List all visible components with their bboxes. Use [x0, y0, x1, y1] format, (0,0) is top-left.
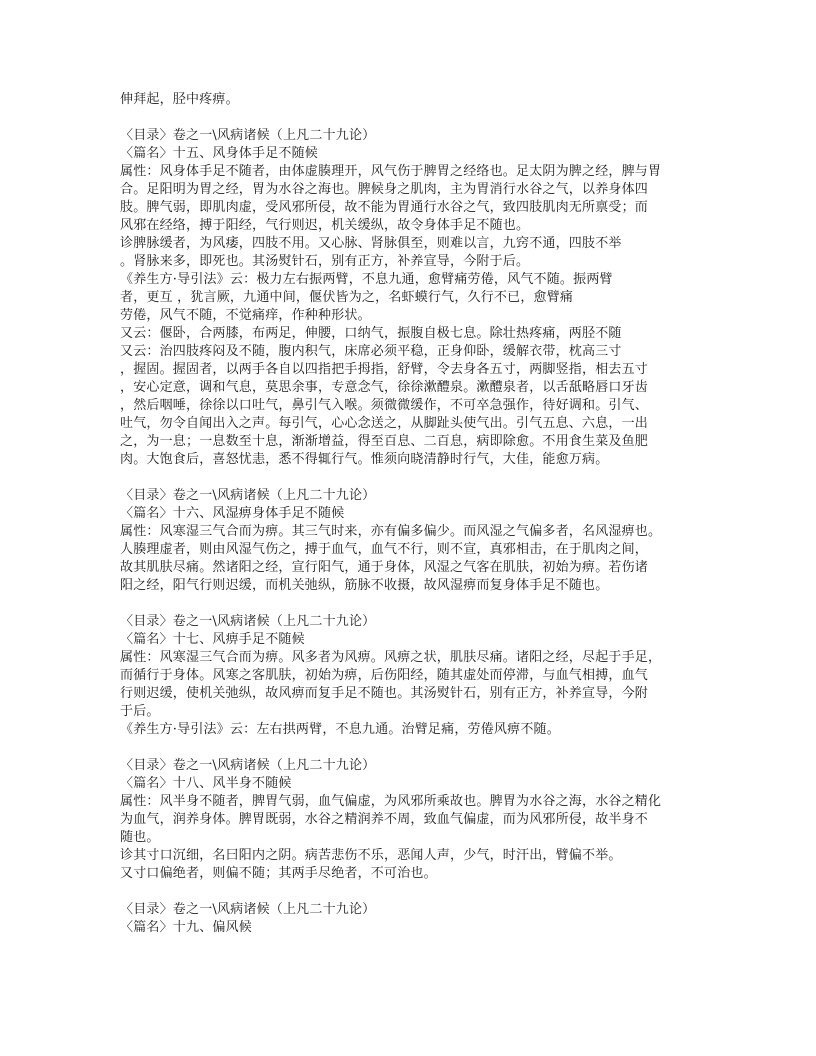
section-continuation [120, 91, 696, 109]
catalog-line: 〈目录〉卷之一\风病诸候（上凡二十九论） [120, 902, 376, 917]
text-line: 人腠理虚者，则由风湿气伤之，搏于血气，血气不行，则不宣，真邪相击，在于肌肉之间， [120, 542, 649, 557]
text-line: 属性：风寒湿三气合而为痹。其三气时来，亦有偏多偏少。而风湿之气偏多者，名风湿痹也。 [120, 524, 662, 539]
text-line: 故其肌肤尽痛。然诸阳之经，宣行阳气，通于身体，风湿之气客在肌肤，初始为痹。若伤诸 [120, 560, 649, 575]
chapter-title: 〈篇名〉十七、风痹手足不随候 [120, 632, 305, 647]
section-18 [120, 757, 696, 883]
text-line: 吐气，勿令自闻出入之声。每引气，心心念送之，从脚趾头使气出。引气五息、六息，一出 [120, 416, 649, 431]
text-line: 属性：风身体手足不随者，由体虚腠理开，风气伤于脾胃之经络也。足太阴为脾之经，脾与胃 [120, 164, 662, 179]
section-16 [120, 487, 696, 595]
text-line: 诊其寸口沉细，名曰阳内之阴。病苦悲伤不乐，恶闻人声，少气，时汗出，臂偏不举。 [120, 848, 622, 863]
text-line: 又寸口偏绝者，则偏不随；其两手尽绝者，不可治也。 [120, 866, 437, 881]
paragraph-gap [120, 595, 696, 613]
text-line: 随也。 [120, 830, 160, 845]
text-line: 又云：偃卧，合两膝，布两足，伸腰，口纳气，振腹自极七息。除壮热疼痛，两胫不随 [120, 326, 622, 341]
catalog-line: 〈目录〉卷之一\风病诸候（上凡二十九论） [120, 488, 376, 503]
text-line: 阳之经，阳气行则迟缓，而机关弛纵，筋脉不收摄，故风湿痹而复身体手足不随也。 [120, 578, 609, 593]
text-line: 者，更互 ，犹言厥，九通中间，偃伏皆为之，名虾蟆行气，久行不已，愈臂痛 [120, 290, 574, 305]
text-line: 肉。大饱食后，喜怒忧恚，悉不得辄行气。惟须向晓清静时行气，大佳，能愈万病。 [120, 452, 609, 467]
text-line: 于后。 [120, 704, 160, 719]
catalog-line: 〈目录〉卷之一\风病诸候（上凡二十九论） [120, 128, 376, 143]
catalog-line: 〈目录〉卷之一\风病诸候（上凡二十九论） [120, 614, 376, 629]
text-line: 属性：风半身不随者，脾胃气弱，血气偏虚，为风邪所乘故也。脾胃为水谷之海，水谷之精化 [120, 794, 662, 809]
text-line: 风邪在经络，搏于阳经，气行则迟，机关缓纵，故令身体手足不随也。 [120, 218, 530, 233]
paragraph-gap [120, 883, 696, 901]
text-line: 而循行于身体。风寒之客肌肤，初始为痹，后伤阳经，随其虚处而停滞，与血气相搏，血气 [120, 668, 649, 683]
paragraph-gap [120, 469, 696, 487]
text-line: ，然后咽唾，徐徐以口吐气，鼻引气入喉。须微微缓作，不可卒急强作，待好调和。引气、 [120, 398, 649, 413]
text-line: 为血气，润养身体。脾胃既弱，水谷之精润养不周，致血气偏虚，而为风邪所侵，故半身不 [120, 812, 649, 827]
text-line: 劳倦，风气不随，不觉痛痒，作种种形状。 [120, 308, 371, 323]
chapter-title: 〈篇名〉十八、风半身不随候 [120, 776, 292, 791]
chapter-title: 〈篇名〉十九、偏风候 [120, 920, 253, 935]
paragraph-gap [120, 739, 696, 757]
chapter-title: 〈篇名〉十六、风湿痹身体手足不随候 [120, 506, 345, 521]
document-page [120, 91, 696, 937]
text-line: 。肾脉来多，即死也。其汤熨针石，别有正方，补养宣导，今附于后。 [120, 254, 530, 269]
text-line: 行则迟缓，使机关弛纵，故风痹而复手足不随也。其汤熨针石，别有正方，补养宣导，今附 [120, 686, 649, 701]
section-17 [120, 613, 696, 739]
text-line: ，安心定意，调和气息，莫思余事，专意念气，徐徐漱醴泉。漱醴泉者，以舌舐略唇口牙齿 [120, 380, 649, 395]
chapter-title: 〈篇名〉十五、风身体手足不随候 [120, 146, 319, 161]
text-line: 又云：治四肢疼闷及不随，腹内积气，床席必须平稳，正身仰卧，缓解衣带，枕高三寸 [120, 344, 622, 359]
text-line: 之，为一息；一息数至十息，渐渐增益，得至百息、二百息，病即除愈。不用食生菜及鱼肥 [120, 434, 649, 449]
section-19 [120, 901, 696, 937]
text-line: 诊脾脉缓者，为风痿，四肢不用。又心脉、肾脉俱至，则难以言，九窍不通，四肢不举 [120, 236, 622, 251]
text-line: 肢。脾气弱，即肌肉虚，受风邪所侵，故不能为胃通行水谷之气，致四肢肌肉无所禀受；而 [120, 200, 649, 215]
section-15 [120, 127, 696, 469]
catalog-line: 〈目录〉卷之一\风病诸候（上凡二十九论） [120, 758, 376, 773]
paragraph-gap [120, 109, 696, 127]
text-line: ，握固。握固者，以两手各自以四指把手拇指，舒臂，令去身各五寸，两脚竖指，相去五寸 [120, 362, 649, 377]
text-line: 合。足阳明为胃之经，胃为水谷之海也。脾候身之肌肉，主为胃消行水谷之气，以养身体四 [120, 182, 649, 197]
text-line: 伸拜起，胫中疼痹。 [120, 92, 239, 107]
text-line: 属性：风寒湿三气合而为痹。风多者为风痹。风痹之状，肌肤尽痛。诸阳之经，尽起于手足， [120, 650, 662, 665]
text-line: 《养生方·导引法》云：极力左右振两臂，不息九通，愈臂痛劳倦，风气不随。振两臂 [120, 272, 613, 287]
text-line: 《养生方·导引法》云：左右拱两臂，不息九通。治臂足痛，劳倦风痹不随。 [120, 722, 560, 737]
